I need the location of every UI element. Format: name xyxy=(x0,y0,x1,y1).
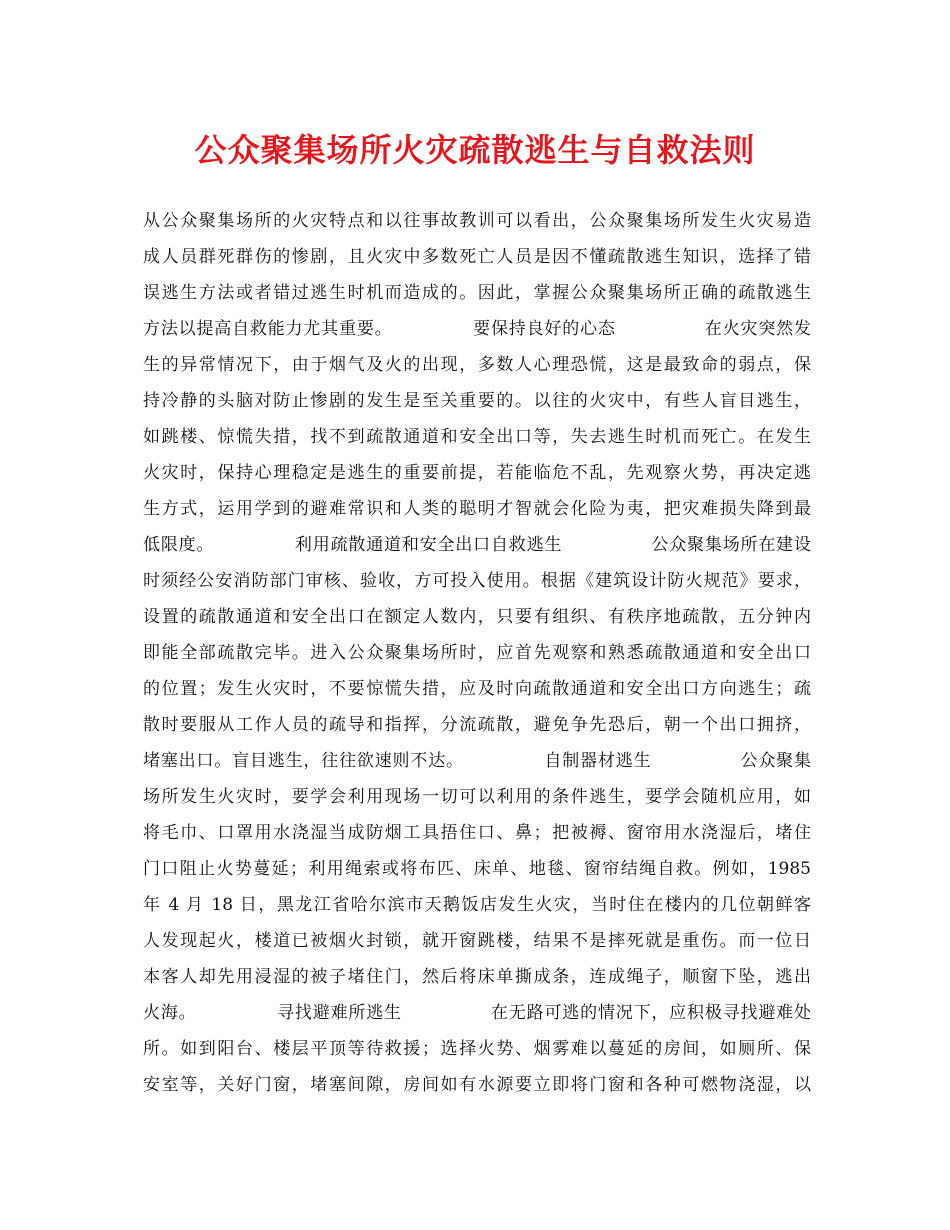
body-line: 设置的疏散通道和安全出口在额定人数内，只要有组织、有秩序地疏散，五分钟内 xyxy=(143,607,811,627)
body-line: 堵塞出口。盲目逃生，往往欲速则不达。 自制器材逃生 公众聚集 xyxy=(143,751,811,771)
body-line: 人发现起火，楼道已被烟火封锁，就开窗跳楼，结果不是摔死就是重伤。而一位日 xyxy=(143,931,811,951)
body-line: 本客人却先用浸湿的被子堵住门，然后将床单撕成条，连成绳子，顺窗下坠，逃出 xyxy=(143,967,811,987)
body-line: 场所发生火灾时，要学会利用现场一切可以利用的条件逃生，要学会随机应用，如 xyxy=(143,787,811,807)
body-line: 年 4 月 18 日，黑龙江省哈尔滨市天鹅饭店发生火灾，当时住在楼内的几位朝鲜客 xyxy=(143,895,811,915)
body-line: 散时要服从工作人员的疏导和指挥，分流疏散，避免争先恐后，朝一个出口拥挤， xyxy=(143,715,811,735)
body-line: 时须经公安消防部门审核、验收，方可投入使用。根据《建筑设计防火规范》要求， xyxy=(143,571,811,591)
body-line: 低限度。 利用疏散通道和安全出口自救逃生 公众聚集场所在建设 xyxy=(143,535,811,555)
body-line: 门口阻止火势蔓延；利用绳索或将布匹、床单、地毯、窗帘结绳自救。例如，1985 xyxy=(143,859,811,879)
document-body xyxy=(143,203,811,1103)
body-line: 将毛巾、口罩用水浇湿当成防烟工具捂住口、鼻；把被褥、窗帘用水浇湿后，堵住 xyxy=(143,823,811,843)
body-line: 安室等，关好门窗，堵塞间隙，房间如有水源要立即将门窗和各种可燃物浇湿，以 xyxy=(143,1075,811,1095)
body-line: 的位置；发生火灾时，不要惊慌失措，应及时向疏散通道和安全出口方向逃生；疏 xyxy=(143,679,811,699)
body-line: 成人员群死群伤的惨剧，且火灾中多数死亡人员是因不懂疏散逃生知识，选择了错 xyxy=(143,247,811,267)
document-title: 公众聚集场所火灾疏散逃生与自救法则 xyxy=(194,131,756,169)
body-line: 火灾时，保持心理稳定是逃生的重要前提，若能临危不乱，先观察火势，再决定逃 xyxy=(143,463,811,483)
body-line: 持冷静的头脑对防止惨剧的发生是至关重要的。以往的火灾中，有些人盲目逃生， xyxy=(143,391,811,411)
body-line: 如跳楼、惊慌失措，找不到疏散通道和安全出口等，失去逃生时机而死亡。在发生 xyxy=(143,427,811,447)
body-line: 生的异常情况下，由于烟气及火的出现，多数人心理恐慌，这是最致命的弱点，保 xyxy=(143,355,811,375)
body-line: 方法以提高自救能力尤其重要。 要保持良好的心态 在火灾突然发 xyxy=(143,319,811,339)
body-line: 从公众聚集场所的火灾特点和以往事故教训可以看出，公众聚集场所发生火灾易造 xyxy=(143,211,811,231)
body-line: 误逃生方法或者错过逃生时机而造成的。因此，掌握公众聚集场所正确的疏散逃生 xyxy=(143,283,811,303)
body-line: 即能全部疏散完毕。进入公众聚集场所时，应首先观察和熟悉疏散通道和安全出口 xyxy=(143,643,811,663)
body-line: 所。如到阳台、楼层平顶等待救援；选择火势、烟雾难以蔓延的房间，如厕所、保 xyxy=(143,1039,811,1059)
body-line: 生方式，运用学到的避难常识和人类的聪明才智就会化险为夷，把灾难损失降到最 xyxy=(143,499,811,519)
body-line: 火海。 寻找避难所逃生 在无路可逃的情况下，应积极寻找避难处 xyxy=(143,1003,811,1023)
